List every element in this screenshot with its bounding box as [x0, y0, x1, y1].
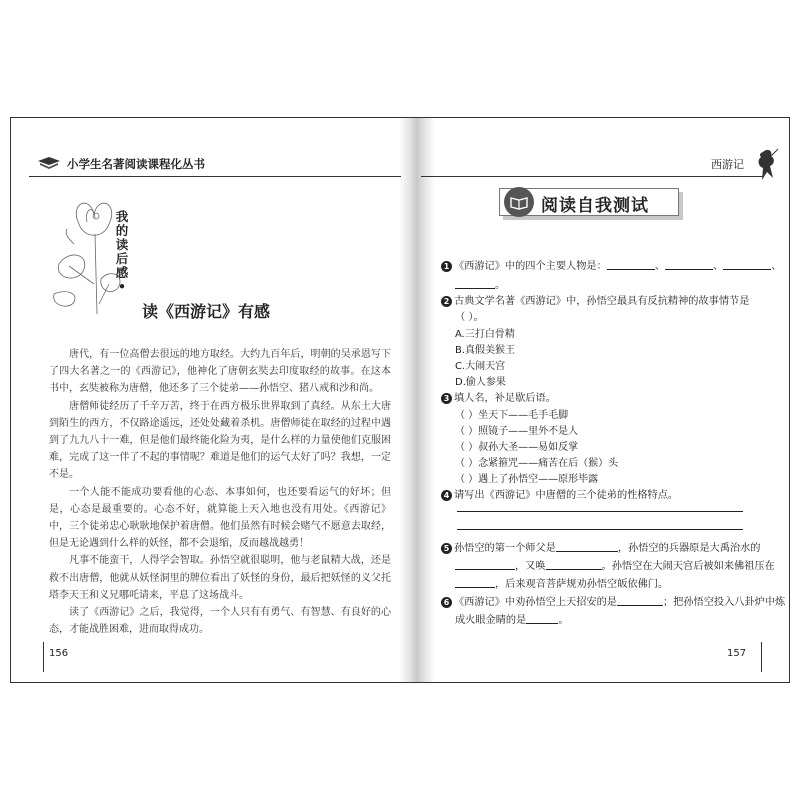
question-3: [441, 389, 556, 404]
answer-blank[interactable]: [455, 278, 495, 289]
section-dot: •: [118, 279, 126, 294]
open-book-icon: [504, 187, 534, 217]
idiom-line[interactable]: （ ）叔孙大圣——易如反掌: [455, 442, 579, 453]
question-1: [441, 257, 781, 272]
page-number-rule: [43, 642, 44, 672]
answer-blank[interactable]: [455, 577, 495, 588]
question-6-line2: [455, 611, 569, 626]
separator: 、: [771, 261, 782, 272]
question-text: 《西游记》中的四个主要人物是：: [454, 261, 607, 272]
question-number: 3: [441, 393, 452, 404]
option-a[interactable]: A.三打白骨精: [455, 329, 515, 340]
section-label-char: 读: [115, 237, 129, 252]
question-number: 2: [441, 296, 452, 307]
separator: 、: [713, 261, 724, 272]
question-5: [441, 539, 761, 554]
question-text: ，孙悟空的兵器原是大禹治水的: [617, 543, 761, 554]
question-6: [441, 593, 785, 608]
option-c[interactable]: C.大闹天宫: [455, 361, 506, 372]
page-number-rule: [761, 642, 762, 672]
question-text: 请写出《西游记》中唐僧的三个徒弟的性格特点。: [454, 490, 679, 501]
question-5-line3: [455, 575, 668, 590]
header-rule-right: [421, 176, 763, 177]
idiom-line[interactable]: （ ）遇上了孙悟空——原形毕露: [455, 474, 599, 485]
question-text: 《西游记》中劝孙悟空上天招安的是: [454, 597, 617, 608]
answer-blank[interactable]: [665, 259, 713, 270]
open-book: [10, 117, 790, 683]
answer-blank[interactable]: [723, 259, 771, 270]
book-spine: [399, 118, 435, 682]
idiom-line[interactable]: （ ）念紧箍咒——痛苦在后（猴）头: [455, 458, 619, 469]
answer-blank[interactable]: [556, 541, 618, 552]
question-5-line2: [455, 557, 775, 572]
section-label-char: 感: [115, 265, 129, 280]
question-1-cont: [455, 276, 505, 291]
answer-blank[interactable]: [526, 613, 558, 624]
question-text: 孙悟空的第一个师父是: [454, 543, 556, 554]
page-number-right: 157: [727, 648, 747, 659]
question-2: [441, 292, 749, 307]
book-stack-icon: [37, 156, 61, 170]
essay-paragraph: 唐僧师徒经历了千辛万苦，终于在西方极乐世界取到了真经。从东土大唐到陌生的西方，不仅路途遥远，还处处藏着杀机。唐僧师徒在取经的过程中遇到了九九八十一难，但是他们最终能化险为夷，是什么样的力量使他们克服困难，完成了这一伴了不起的事情呢？难道是他们的运气太好了吗？我想，一定不是。: [49, 400, 391, 481]
option-d[interactable]: D.偷人参果: [455, 377, 506, 388]
section-label-char: 后: [115, 251, 129, 266]
question-4: [441, 486, 678, 501]
answer-paren[interactable]: （ ）。: [455, 312, 484, 323]
section-label: [113, 210, 131, 294]
question-text: 。孙悟空在大闹天宫后被如来佛祖压在: [601, 561, 775, 572]
question-text: 。: [558, 615, 569, 626]
question-text: 成火眼金睛的是: [455, 615, 527, 626]
question-number: 4: [441, 490, 452, 501]
series-title: 小学生名著阅读课程化丛书: [67, 157, 205, 171]
essay-paragraph: 凡事不能蛮干，人得学会智取。孙悟空就很聪明，他与老鼠精大战，还是救不出唐僧，他就从妖怪洞里的牌位看出了妖怪的身份，最后把妖怪的义父托塔李天王和义兄哪吒请来，平息了这场战斗。: [49, 555, 391, 601]
answer-blank[interactable]: [607, 259, 655, 270]
separator: 、: [654, 261, 665, 272]
essay-paragraph: 唐代，有一位高僧去很远的地方取经。大约九百年后，明朝的吴承恩写下了四大名著之一的《西游记》，他神化了唐朝玄奘去印度取经的故事。在这本书中，玄奘被称为唐僧，他还多了三个徒弟——孙悟空、猪八戒和沙和尚。: [49, 349, 391, 395]
option-b[interactable]: B.真假美猴王: [455, 345, 516, 356]
question-text: ，又唤: [515, 561, 546, 572]
essay-paragraph: 读了《西游记》之后，我觉得，一个人只有有勇气、有智慧、有良好的心态，才能战胜困难，进而取得成功。: [49, 607, 391, 636]
answer-blank[interactable]: [455, 559, 515, 570]
idiom-line[interactable]: （ ）照镜子——里外不是人: [455, 426, 579, 437]
quiz-title: 阅读自我测试: [541, 196, 649, 216]
page-number-left: 156: [49, 648, 69, 659]
header-rule: [29, 176, 401, 177]
section-label-char: 的: [115, 223, 129, 238]
period: 。: [495, 280, 506, 291]
section-label-char: 我: [115, 209, 129, 224]
idiom-line[interactable]: （ ）坐天下——毛手毛脚: [455, 410, 569, 421]
question-text: 填人名，补足歇后语。: [454, 393, 556, 404]
question-text: ，后来观音菩萨规劝孙悟空皈依佛门。: [495, 579, 669, 590]
question-number: 6: [441, 597, 452, 608]
question-number: 5: [441, 543, 452, 554]
question-text: 古典文学名著《西游记》中，孙悟空最具有反抗精神的故事情节是: [454, 296, 750, 307]
monkey-king-icon: [753, 148, 779, 182]
essay-title: 读《西游记》有感: [141, 302, 270, 321]
essay-body: [49, 346, 391, 638]
answer-blank[interactable]: [546, 559, 602, 570]
answer-blank[interactable]: [617, 595, 663, 606]
essay-paragraph: 一个人能不能成功要看他的心态、本事如何，也还要看运气的好坏；但是，心态是最重要的。心态不好，就算能上天入地也没有用处。《西游记》中，三个徒弟忠心耿耿地保护着唐僧。他们虽然有时候会赌气不愿意去取经，但是无论遇到什么样的妖怪，都不会退缩，反而越战越勇！: [49, 486, 391, 550]
question-number: 1: [441, 261, 452, 272]
running-header: 西游记: [711, 158, 744, 171]
answer-line[interactable]: [457, 529, 743, 530]
question-text: ；把孙悟空投入八卦炉中炼: [663, 597, 786, 608]
answer-line[interactable]: [457, 511, 743, 512]
